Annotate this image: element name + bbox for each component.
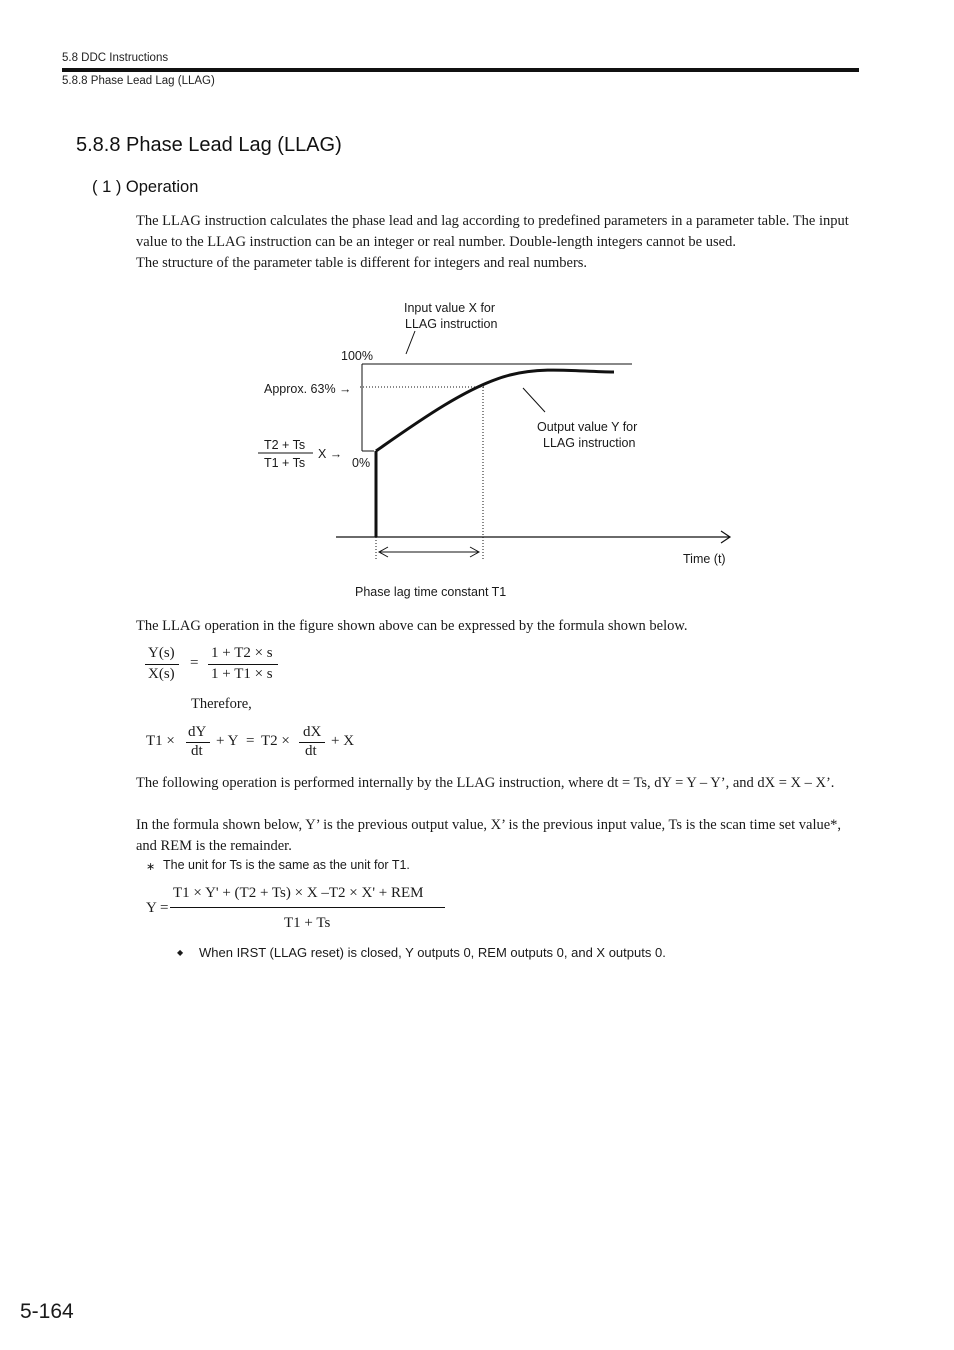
fraction-numerator: T2 + Ts <box>264 438 306 452</box>
bullet-diamond-icon: ◆ <box>177 948 184 957</box>
f2-t2: T2 × <box>261 733 290 749</box>
formula-intro: The LLAG operation in the figure shown above can be expressed by the formula shown below. <box>136 618 688 634</box>
section-title: 5.8.8 Phase Lead Lag (LLAG) <box>76 134 342 156</box>
output-label-line2: LLAG instruction <box>543 436 636 450</box>
running-header-section: 5.8 DDC Instructions <box>62 52 169 64</box>
label-0-percent: 0% <box>352 456 371 470</box>
formula-description-paragraph: In the formula shown below, Y’ is the previous output value, X’ is the previous input value, Ts is the scan time set value*, and REM is the remainder. <box>136 817 842 854</box>
output-label-line1: Output value Y for <box>537 420 638 434</box>
fraction-denominator: T1 + Ts <box>264 456 306 470</box>
f2-dt-1: dt <box>191 743 203 759</box>
f1-rhs-denominator: 1 + T1 × s <box>211 666 273 682</box>
f2-plus-y: + Y <box>216 733 239 749</box>
subsection-heading: ( 1 ) Operation <box>92 178 199 196</box>
intro-paragraph-2: The structure of the parameter table is different for integers and real numbers. <box>136 255 588 271</box>
internal-operation-paragraph: The following operation is performed internally by the LLAG instruction, where dt = Ts, dY = Y – Y’, and dX = X – X’. <box>136 775 835 791</box>
input-pointer-line <box>406 331 415 354</box>
f1-rhs-fraction-bar <box>208 664 278 665</box>
f2-equals: = <box>246 733 255 749</box>
output-pointer-line <box>523 388 545 412</box>
label-approx-63: Approx. 63% → <box>264 382 352 396</box>
f2-t1: T1 × <box>146 733 175 749</box>
f1-equals: = <box>190 655 199 671</box>
therefore-text: Therefore, <box>191 696 252 712</box>
f2-plus-x: + X <box>331 733 355 749</box>
f1-lhs-denominator: X(s) <box>148 666 175 682</box>
label-100-percent: 100% <box>341 349 373 363</box>
f1-lhs-fraction-bar <box>145 664 179 665</box>
f1-lhs-numerator: Y(s) <box>148 645 175 661</box>
time-axis-label: Time (t) <box>683 552 726 566</box>
f3-fraction-bar <box>170 907 445 908</box>
phase-lag-label: Phase lag time constant T1 <box>355 585 507 599</box>
note-asterisk: ∗ <box>146 861 156 873</box>
label-x-arrow: X → <box>318 447 343 461</box>
f2-dy: dY <box>188 724 207 740</box>
input-label-line2: LLAG instruction <box>405 317 498 331</box>
f2-dx: dX <box>303 724 322 740</box>
f3-lhs: Y = <box>146 900 169 916</box>
input-label-line1: Input value X for <box>404 301 496 315</box>
intro-paragraph-1: The LLAG instruction calculates the phase lead and lag according to predefined parameters in a parameter table. The input value to the LLAG instruction can be an integer or real number. Double-length integers cannot be used. <box>136 213 849 250</box>
running-header-subsection: 5.8.8 Phase Lead Lag (LLAG) <box>62 75 215 87</box>
note-text: The unit for Ts is the same as the unit for T1. <box>163 858 410 872</box>
header-rule <box>62 68 859 72</box>
irst-bullet-text: When IRST (LLAG reset) is closed, Y outputs 0, REM outputs 0, and X outputs 0. <box>199 945 666 960</box>
f2-dt-2: dt <box>305 743 317 759</box>
time-axis-arrowhead <box>721 531 730 543</box>
f1-rhs-numerator: 1 + T2 × s <box>211 645 273 661</box>
f3-numerator: T1 × Y' + (T2 + Ts) × X –T2 × X' + REM <box>173 885 424 901</box>
page-number: 5-164 <box>20 1300 74 1323</box>
f3-denominator: T1 + Ts <box>284 915 331 931</box>
